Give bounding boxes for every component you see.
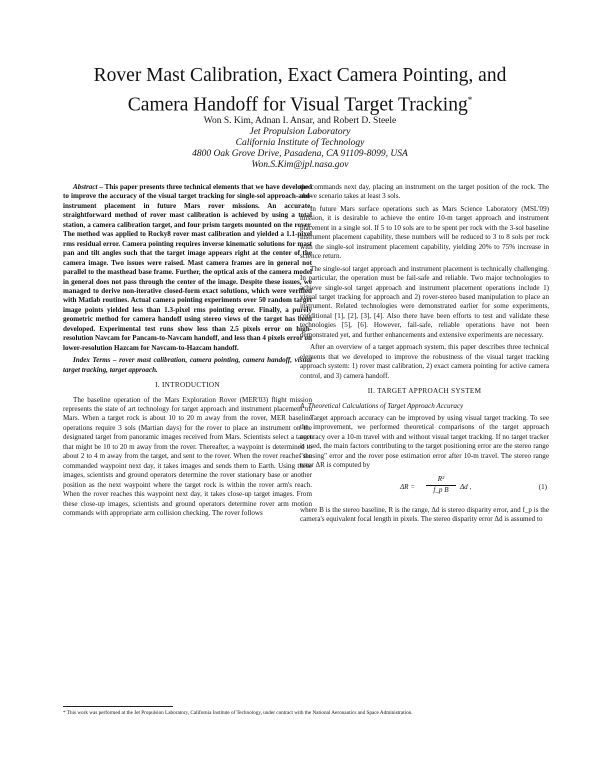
author-names: Won S. Kim, Adnan I. Ansar, and Robert D. Steele	[203, 116, 397, 126]
body-paragraph: Target approach accuracy can be improved by using visual target tracking. To see the improvement, we performed theoretical comparisons of the target approach accuracy over a 10-m travel with and without visual target tracking. If no target tracker is used, the main factors contributing to the target positioning error are the stereo range "sensing" error and the rover pose estimation error after 10-m travel. The stereo range error ΔR is computed by	[300, 413, 549, 470]
equation-denominator: f_p B	[433, 486, 449, 495]
paper-title	[60, 64, 540, 118]
body-paragraph: the commands next day, placing an instrument on the target position of the rock. The above scenario takes at least 3 sols.	[300, 183, 549, 201]
section-heading-target-approach: II. TARGET APPROACH SYSTEM	[367, 387, 482, 396]
body-paragraph: In future Mars surface operations such as Mars Science Laboratory (MSL'09) mission, it is desirable to achieve the entire 10-m target approach and instrument placement in a single sol. If 5 to 10 sols are to be spent per rock with the 3-sol baseline instrument placement capability, these numbers will be reduced to 3 to 8 sols per rock with the single-sol instrument placement capability, yielding 20% to 75% increase in science return.	[300, 204, 549, 261]
index-terms-text: – rover mast calibration, camera pointing, camera handoff, visual target tracking, target approach.	[63, 356, 312, 374]
title-line-1: Rover Mast Calibration, Exact Camera Pointing, and	[93, 65, 507, 86]
equation-fraction	[426, 475, 456, 496]
abstract	[63, 183, 312, 353]
body-paragraph: The single-sol target approach and instrument placement is technically challenging. In particular, the operation must be fail-safe and reliable. Two major technologies to achieve single-sol target approach and instrument placement operations include 1) visual target tracking for approach and 2) rover-stereo based manipulation to place an instrument. Related technologies were demonstrated earlier for some experiments, conditional [1], [2], [3], [4]. Also there have been efforts to test and validate these technologies [5], [6]. However, fail-safe, reliable operations have not been demonstrated yet, and further enhancements and extensive experiments are necessary.	[300, 264, 549, 339]
equation-1	[300, 474, 549, 502]
author-institution: California Institute of Technology	[235, 138, 365, 148]
intro-paragraph: The baseline operation of the Mars Exploration Rover (MER'03) flight mission represents the state of art technology for target approach and instrument placement on Mars. When a target rock is about 10 to 20 m away from the rover, MER baseline operations require 3 sols (Martian days) for the rover to place an instrument on the designated target from panoramic images received from Mars. Scientists select a target that might be 10 to 20 m away from the rover. Thereafter, a waypoint is determined to about 2 to 4 m away from the target, and sent to the rover. When the rover reaches the commanded waypoint next day, it takes images and sends them to Earth. Using these images, scientists and ground operators determine the rover stationary base or another position as the next waypoint where the target rock is within the rover arm's reach. When the rover reaches this waypoint next day, it takes close-up target images. From these close-up images, scientists and ground operators determine rover arm motion commands with appropriate arm collision checking. The rover follows	[63, 395, 312, 517]
body-paragraph: After an overview of a target approach system, this paper describes three technical elements that we developed to improve the robustness of the visual target tracking approach system: 1) rover mast calibration, 2) exact camera pointing for active camera control, and 3) camera handoff.	[300, 343, 549, 380]
abstract-text: – This paper presents three technical elements that we have developed to improve the accuracy of the visual target tracking for single-sol approach-and-instrument placement in future Mars rover missions. An accurate, straightforward method of rover mast calibration is achieved by using a total station, a camera calibration target, and four prism targets mounted on the rover. The method was applied to Rocky8 rover mast calibration and yielded a 1.1-pixel rms residual error. Camera pointing requires inverse kinematic solutions for mast pan and tilt angles such that the target image appears right at the center of the camera image. Two issues were raised. Mast camera frames are in general not parallel to the masthead base frame. Further, the optical axis of the camera model in general does not pass through the center of the image. Despite these issues, we managed to derive non-iterative closed-form exact solutions, which were verified with Matlab routines. Actual camera pointing experiments over 50 random target image points yielded less than 1.3-pixel rms pointing error. Finally, a purely geometric method for camera handoff using stereo views of the target has been developed. Experimental test runs show less than 2.5 pixels error on high-resolution Navcam for Pancam-to-Navcam handoff, and less than 4 pixels error on lower-resolution Hazcam for Navcam-to-Hazcam handoff.	[63, 183, 312, 352]
footnote: * This work was performed at the Jet Propulsion Laboratory, California Institute of Technology, under contract with the National Aeronautics and Space Administration.	[63, 710, 413, 716]
abstract-label: Abstract	[73, 183, 98, 191]
index-terms-label: Index Terms	[73, 356, 111, 365]
index-terms	[63, 356, 312, 375]
equation-numerator: R²	[426, 475, 456, 486]
author-lab: Jet Propulsion Laboratory	[249, 127, 351, 137]
equation-lhs: ΔR =	[400, 482, 416, 491]
title-line-2: Camera Handoff for Visual Target Tracking	[127, 94, 468, 116]
author-email: Won.S.Kim@jpl.nasa.gov	[251, 160, 349, 170]
left-column	[63, 183, 312, 521]
subsection-heading: A. Theoretical Calculations of Target Approach Accuracy	[300, 401, 464, 410]
title-footnote-mark: *	[467, 95, 473, 105]
section-heading-introduction: I. INTRODUCTION	[155, 381, 220, 390]
equation-tail: Δd ,	[460, 482, 472, 491]
equation-number: (1)	[538, 482, 547, 491]
right-column	[300, 183, 549, 528]
author-block	[60, 116, 540, 171]
author-address: 4800 Oak Grove Drive, Pasadena, CA 91109-8099, USA	[192, 149, 408, 159]
body-paragraph: where B is the stereo baseline, R is the range, Δd is stereo disparity error, and f_p is the camera's equivalent focal length in pixels. The stereo disparity error Δd is assumed to	[300, 505, 549, 524]
footnote-divider	[63, 706, 173, 707]
